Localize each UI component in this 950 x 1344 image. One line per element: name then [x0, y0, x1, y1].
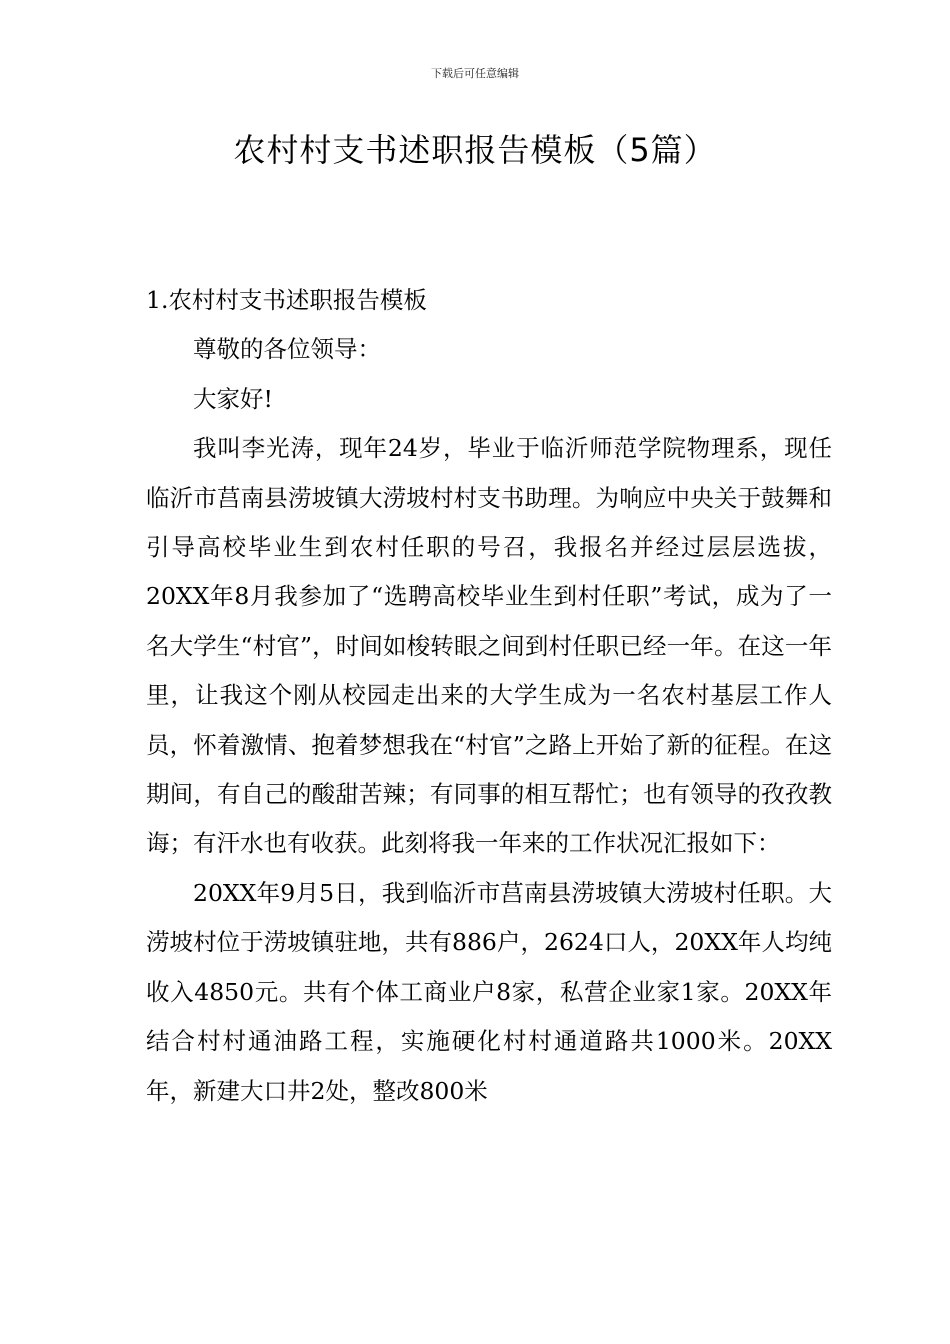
header-note: 下载后可任意编辑 [431, 67, 519, 80]
document-title: 农村村支书述职报告模板（5篇） [233, 131, 717, 169]
paragraph: 20XX年9月5日，我到临沂市莒南县涝坡镇大涝坡村任职。大涝坡村位于涝坡镇驻地，共有886户，2624口人，20XX年人均纯收入4850元。共有个体工商业户8家，私营企业家1家。20XX年结合村村通油路工程，实施硬化村村通道路共1000米。20XX年，新建大口井2处，整改800米 [146, 878, 832, 1105]
salutation: 尊敬的各位领导： [193, 335, 381, 364]
section-heading: 1.农村村支书述职报告模板 [146, 286, 427, 314]
document-body [146, 276, 832, 1116]
paragraph: 我叫李光涛，现年24岁，毕业于临沂师范学院物理系，现任临沂市莒南县涝坡镇大涝坡村村支书助理。为响应中央关于鼓舞和引导高校毕业生到农村任职的号召，我报名并经过层层选拔，20XX年8月我参加了“选聘高校毕业生到村任职”考试，成为了一名大学生“村官”，时间如梭转眼之间到村任职已经一年。在这一年里，让我这个刚从校园走出来的大学生成为一名农村基层工作人员，怀着激情、抱着梦想我在“村官”之路上开始了新的征程。在这期间，有自己的酸甜苦辣；有同事的相互帮忙；也有领导的孜孜教诲；有汗水也有收获。此刻将我一年来的工作状况汇报如下： [146, 434, 832, 858]
greeting: 大家好! [193, 384, 273, 413]
